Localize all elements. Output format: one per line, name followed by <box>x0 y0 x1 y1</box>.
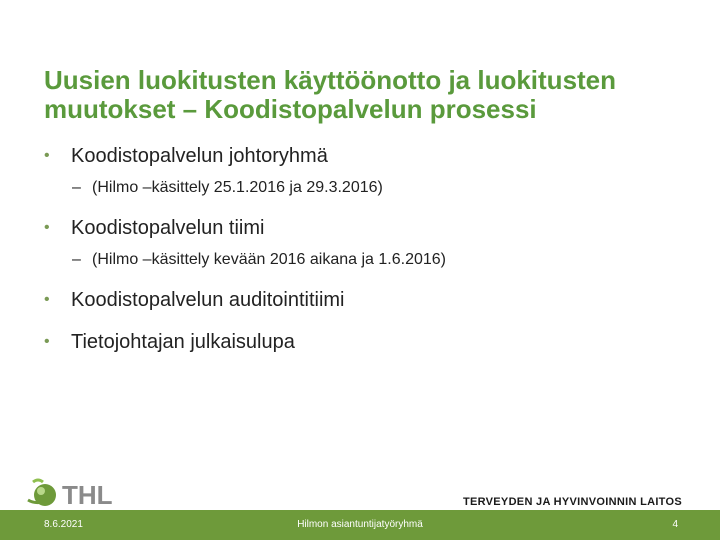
sub-bullet-text: (Hilmo –käsittely 25.1.2016 ja 29.3.2016) <box>92 179 383 196</box>
dash-marker: – <box>72 251 81 268</box>
logo-text: THL <box>62 480 113 510</box>
bullet-text: Tietojohtajan julkaisulupa <box>71 331 295 353</box>
page-number: 4 <box>672 519 678 530</box>
slide-title: Uusien luokitusten käyttöönotto ja luokitusten muutokset – Koodistopalvelun prosessi <box>44 65 617 124</box>
bullet-marker: • <box>44 219 50 236</box>
sub-bullet-item <box>44 176 684 200</box>
leaf-icon <box>28 480 56 506</box>
dash-marker: – <box>72 179 81 196</box>
bullet-text: Koodistopalvelun johtoryhmä <box>71 145 328 167</box>
bullet-text: Koodistopalvelun auditointitiimi <box>71 289 345 311</box>
sub-bullet-item <box>44 248 684 272</box>
bullet-item <box>44 214 684 242</box>
bullet-item <box>44 142 684 170</box>
bullet-item <box>44 286 684 314</box>
organization-name: TERVEYDEN JA HYVINVOINNIN LAITOS <box>462 496 682 508</box>
bullet-marker: • <box>44 333 50 350</box>
bullet-list <box>44 142 684 356</box>
thl-logo <box>24 476 134 512</box>
footer-date: 8.6.2021 <box>44 519 83 530</box>
bullet-item <box>44 328 684 356</box>
bullet-marker: • <box>44 291 50 308</box>
footer-bar <box>0 510 720 540</box>
sub-bullet-text: (Hilmo –käsittely kevään 2016 aikana ja 1.6.2016) <box>92 251 446 268</box>
bullet-text: Koodistopalvelun tiimi <box>71 217 265 239</box>
footer-group-name: Hilmon asiantuntijatyöryhmä <box>297 519 423 530</box>
bullet-marker: • <box>44 147 50 164</box>
